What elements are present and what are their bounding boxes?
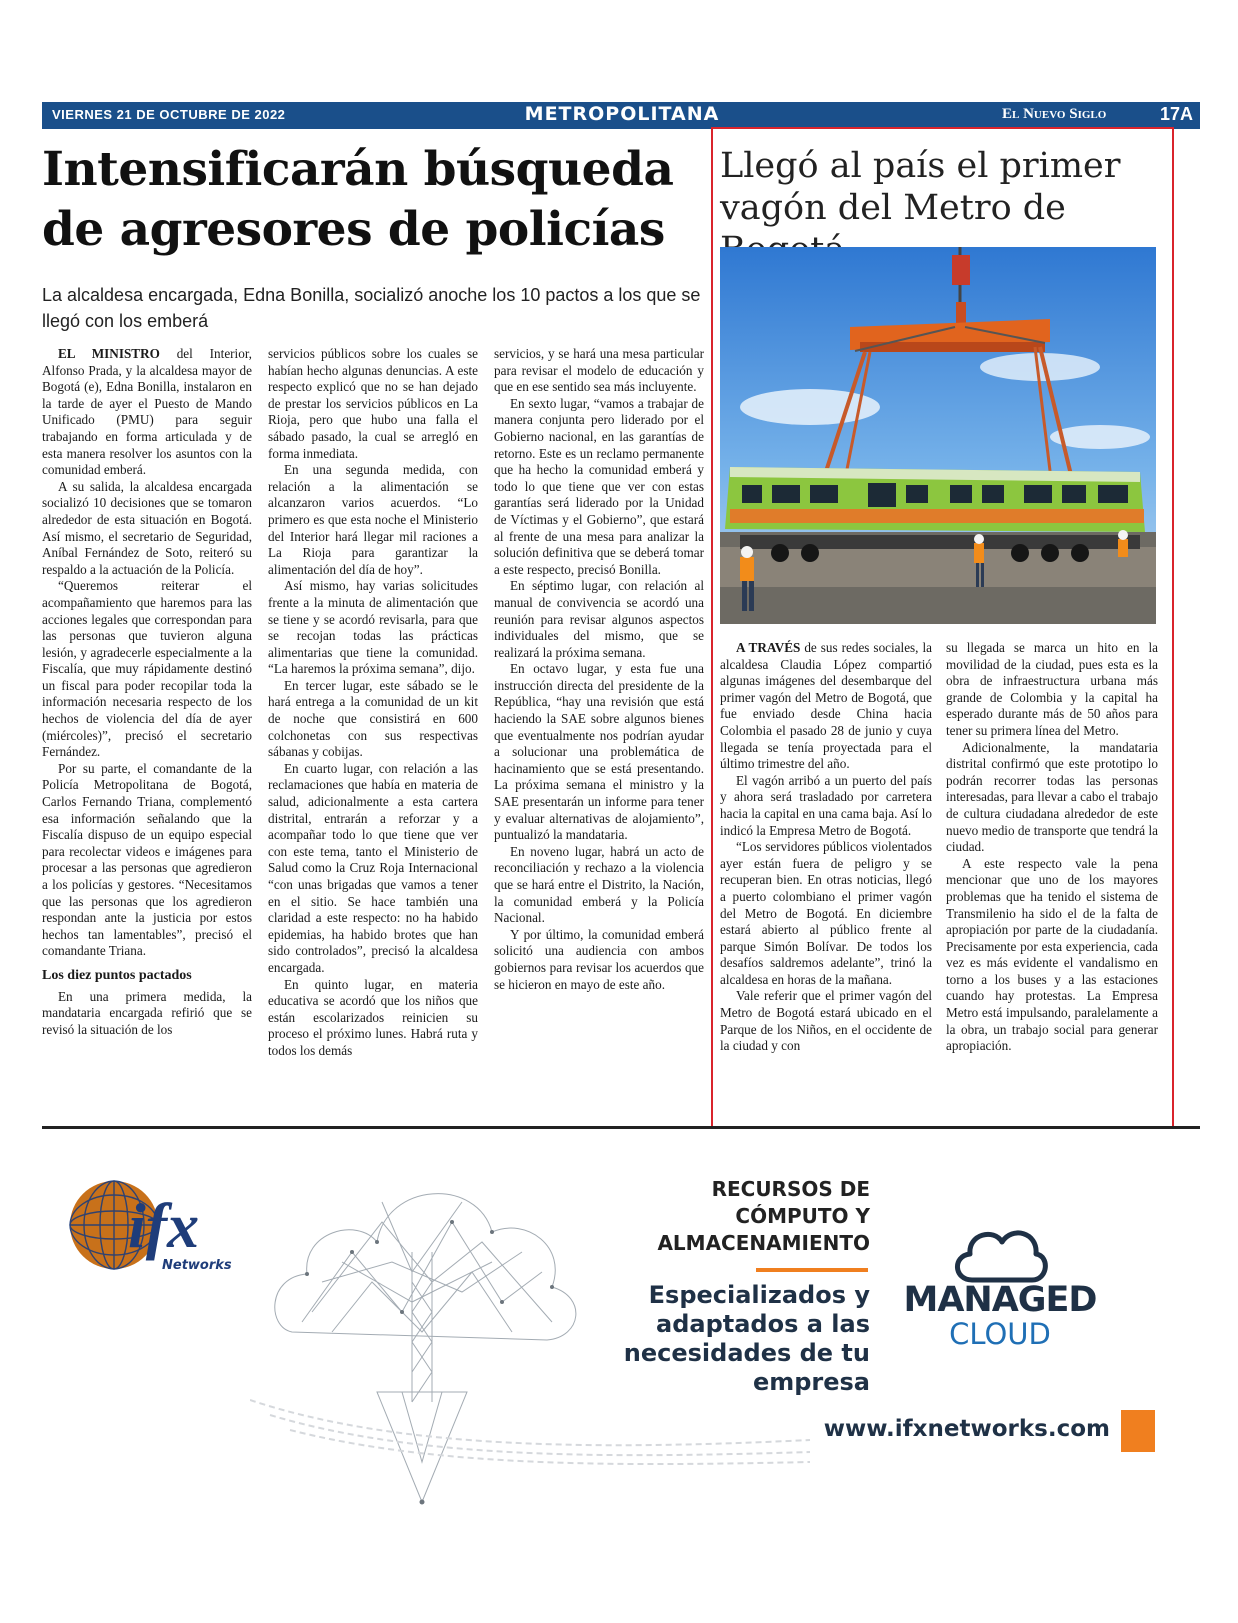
article-paragraph: A este respecto vale la pena mencionar que uno de los mayores problemas que ha tenido el sistema de Transmilenio ha sido el de la falta de apropiación por parte de la ciudadanía. Precisamente por esta experiencia, cada vez es más evidente el vandalismo en torno a los buses y a las estaciones cuando hay protestas. La Empresa Metro está impulsando, paralelamente a la obra, un trabajo social para generar apropiación. — [946, 855, 1158, 1054]
article-paragraph: Así mismo, hay varias solicitudes frente a la minuta de alimentación que se tiene y se acordó revisarla, para que se recojan todas las prácticas alimentarias que tiene la comunidad. “La haremos la próxima semana”, dijo. — [268, 578, 478, 677]
ad-body-line: empresa — [752, 1368, 870, 1396]
ad-orange-block — [1121, 1410, 1155, 1452]
metro-article-headline: Llegó al país el primer vagón del Metro de — [720, 146, 1121, 228]
paragraph-text: de sus redes sociales, la alcaldesa Claudia López compartió algunas imágenes del desembarque del primer vagón del Metro de Bogotá, que fue enviado desde China hacia Colombia el pasado 28 de junio y cuya llegada se tenía proyectada para el último trimestre del año. — [720, 640, 932, 772]
ifx-networks-logo — [66, 1177, 256, 1287]
ad-accent-rule — [756, 1268, 868, 1272]
ad-body-line: adaptados a las — [656, 1310, 870, 1338]
article-paragraph: En una primera medida, la mandataria encargada refirió que se revisó la situación de los — [42, 988, 252, 1037]
article-paragraph: En una segunda medida, con relación a la alimentación se alcanzaron varios acuerdos. “Lo primero es que esta noche el Ministerio del Interior hará llegar mil raciones a La Rioja para garantizar la alimentación del día de hoy”. — [268, 462, 478, 577]
logo-subtext: Networks — [162, 1258, 232, 1273]
ad-heading-line: RECURSOS DE — [711, 1177, 870, 1201]
article-paragraph: servicios, y se hará una mesa particular para revisar el modelo de educación y que en ese sentido sea más incluyente. — [494, 346, 704, 395]
article-paragraph — [720, 640, 932, 773]
lead-word: EL MINISTRO — [58, 346, 160, 361]
article-paragraph: A su salida, la alcaldesa encargada socializó 10 decisiones que se tomaron alrededor de esta situación en Bogotá. Así mismo, el secretario de Seguridad, Aníbal Fernández de Soto, reiteró su respaldo a la actuación de la Policía. — [42, 478, 252, 577]
article-paragraph: “Queremos reiterar el acompañamiento que haremos para las acciones legales que correspondan para las personas que tuvieron alguna lesión, y agradecerle especialmente a la Fiscalía, que muy rápidamente destinó un fiscal para poder recopilar toda la información necesaria respecto de los hechos de violencia del día de ayer (miércoles)”, precisó el secretario Fernández. — [42, 578, 252, 760]
police-article-column-1 — [42, 346, 252, 1038]
police-article-subhead: La alcaldesa encargada, Edna Bonilla, socializó anoche los 10 pactos a los que se llegó con los emberá — [42, 285, 701, 331]
ad-heading — [560, 1176, 870, 1257]
article-paragraph: su llegada se marca un hito en la movilidad de la ciudad, pues esta es la obra de infraestructura urbana más grande de Colombia y la capital ha esperado durante más de 50 años para tener su primera línea del Metro. — [946, 640, 1158, 738]
logo-wordmark: ifx — [128, 1190, 200, 1261]
article-paragraph: En sexto lugar, “vamos a trabajar de manera conjunta pero liderado por el Gobierno nacional, en las garantías de retorno. Este es un reclamo permanente que ha hecho la comunidad emberá y todo lo que tiene que ver con estas garantías será liderado por la Unidad de Víctimas y el Gobierno”, que estará al frente de una mesa para analizar la solución definitiva que se deberá tomar a este respecto, precisó Bonilla. — [494, 395, 704, 577]
article-paragraph: En noveno lugar, habrá un acto de reconciliación y rechazo a la violencia que se hará entre el Distrito, la Nación, la comunidad emberá y la Policía Nacional. — [494, 843, 704, 926]
article-paragraph: “Los servidores públicos violentados ayer están fuera de peligro y se recuperan bien. En otras noticias, llegó a puerto colombiano el primer vagón del Metro de Bogotá. En diciembre estará abierto al público frente al parque Simón Bolívar. De todos los desafíos saldremos adelante”, trinó la alcaldesa en horas de la mañana. — [720, 839, 932, 987]
article-paragraph — [42, 346, 252, 479]
police-article-column-3 — [494, 346, 704, 993]
article-paragraph: En quinto lugar, en materia educativa se acordó que los niños que están escolarizados reinicien su proceso el próximo lunes. Habrá ruta y todos los demás — [268, 976, 478, 1058]
cloud-icon — [950, 1222, 1050, 1286]
article-paragraph: Adicionalmente, la mandataria distrital confirmó que este prototipo lo podrán recorrer todas las personas interesadas, para llevar a cabo el trabajo de cultura ciudadana alrededor de este nuevo medio de transporte que tendrá la ciudad. — [946, 739, 1158, 855]
section-title: METROPOLITANA — [524, 103, 720, 125]
ad-website-link[interactable]: www.ifxnetworks.com — [823, 1416, 1110, 1442]
article-paragraph: En séptimo lugar, con relación al manual de convivencia se acordó una reunión para revisar algunos aspectos individuales del mismo, que se realizará la próxima semana. — [494, 578, 704, 660]
newspaper-name: El Nuevo Siglo — [1002, 106, 1107, 122]
page-number: 17A — [1160, 104, 1194, 124]
managed-label: MANAGED — [903, 1280, 1097, 1320]
metro-train-photo — [720, 247, 1156, 624]
article-paragraph: En tercer lugar, este sábado se le hará entrega a la comunidad de un kit de noche que consistirá en 600 colchonetas con sus respectivas sábanas y cobijas. — [268, 677, 478, 760]
article-paragraph: El vagón arribó a un puerto del país y ahora será trasladado por carretera hacia la capital en una cama baja. Así lo indicó la Empresa Metro de Bogotá. — [720, 772, 932, 838]
article-subheading: Los diez puntos pactados — [42, 967, 192, 983]
ad-heading-line: ALMACENAMIENTO — [657, 1231, 870, 1255]
article-paragraph: servicios públicos sobre los cuales se habían hecho algunas denuncias. A este respecto explicó que no se han dejado de prestar los servicios públicos en La Rioja, pero que hubo una falla el sábado pasado, la cual se arregló en forma inmediata. — [268, 346, 478, 461]
article-paragraph: En cuarto lugar, con relación a las reclamaciones que había en materia de salud, adicionalmente a esta cartera distrital, entrarán a reforzar y a acompañar todo lo que tiene que ver con este tema, tanto el Ministerio de Salud como la Cruz Roja Internacional “con unas brigadas que vamos a tener en el sitio. Se hace también una claridad a este respecto: no ha habido epidemias, ha habido brotes que han sido controlados”, precisó la alcaldesa encargada. — [268, 760, 478, 975]
article-paragraph: En octavo lugar, y esta fue una instrucción directa del presidente de la República, “hay una revisión que está haciendo la SAE sobre algunos bienes que eventualmente nos podrían ayudar a solucionar una problemática de hacinamiento que se está presentando. La próxima semana el ministro y la SAE presentarán un informe para tener y evaluar alternativas de alojamiento”, puntualizó la mandataria. — [494, 661, 704, 843]
paragraph-text: del Interior, Alfonso Prada, y la alcaldesa mayor de Bogotá (e), Edna Bonilla, instalaron en la tarde de ayer el Puesto de Mando Unificado (PMU) para seguir trabajando en forma articulada y de esta manera resolver los asuntos con la comunidad emberá. — [42, 346, 252, 478]
lead-word: A TRAVÉS — [736, 640, 801, 655]
section-header-bar — [42, 102, 1200, 129]
police-article-headline: Intensificarán búsqueda de agresores de policías — [42, 142, 674, 257]
article-paragraph: Vale referir que el primer vagón del Metro de Bogotá estará ubicado en el Parque de los Niños, en el occidente de la ciudad y con — [720, 988, 932, 1054]
ad-heading-line: CÓMPUTO Y — [735, 1204, 870, 1228]
metro-article-column-1 — [720, 640, 932, 1055]
ad-body-line: necesidades de tu — [623, 1339, 870, 1367]
metro-article-column-2 — [946, 640, 1158, 1055]
advertisement-separator — [42, 1126, 1200, 1129]
police-article-column-2 — [268, 346, 478, 1060]
cloud-label: CLOUD — [949, 1317, 1051, 1351]
article-paragraph: Por su parte, el comandante de la Policía Metropolitana de Bogotá, Carlos Fernando Triana, complementó esa información señalando que la Fiscalía dispuso de un equipo especial para recolectar videos e imágenes para procesar a las personas que agredieron a los policías y gestores. “Necesitamos que las personas que los agredieron respondan ante la justicia por estos hechos tan lamentables”, precisó el comandante Triana. — [42, 760, 252, 959]
article-paragraph: Y por último, la comunidad emberá solicitó una audiencia con ambos gobiernos para revisar los acuerdos que se hicieron en mayo de este año. — [494, 926, 704, 992]
ad-body-line: Especializados y — [648, 1281, 870, 1309]
ad-body-text — [520, 1281, 870, 1397]
issue-date: VIERNES 21 DE OCTUBRE DE 2022 — [52, 107, 286, 122]
